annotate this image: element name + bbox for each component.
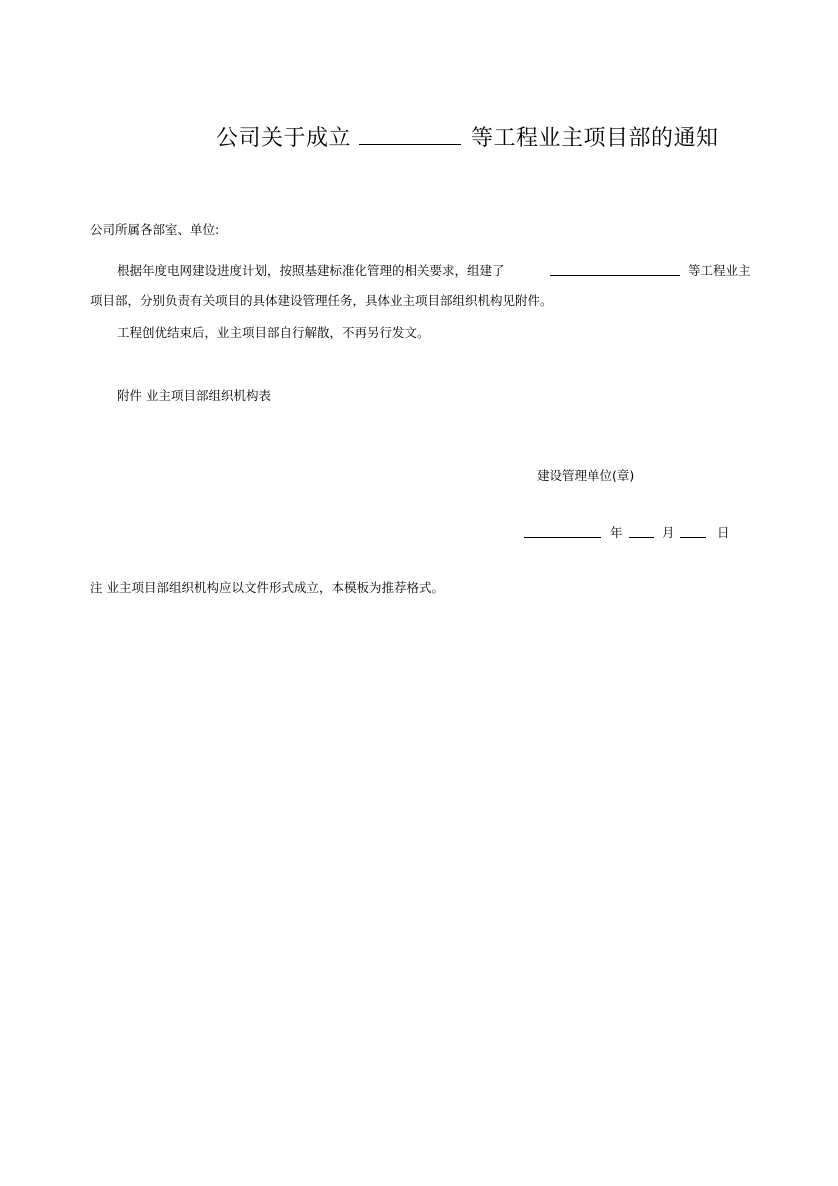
date-day-blank-field[interactable] <box>680 524 706 538</box>
date-day-label: 日 <box>717 525 730 540</box>
title-blank-field[interactable] <box>359 122 461 145</box>
footnote: 注 业主项目部组织机构应以文件形式成立，本模板为推荐格式。 <box>90 580 444 595</box>
date-month-blank-field[interactable] <box>629 524 654 538</box>
document-title <box>216 122 719 154</box>
paragraph-1-line-2: 项目部，分别负责有关项目的具体建设管理任务，具体业主项目部组织机构见附件。 <box>90 293 553 308</box>
paragraph-1-line-1 <box>117 262 505 280</box>
signer-line: 建设管理单位(章) <box>537 468 635 483</box>
paragraph-1-text-b: 等工程业主 <box>688 263 751 278</box>
project-name-blank-field[interactable] <box>550 262 680 276</box>
title-suffix: 等工程业主项目部的通知 <box>471 126 719 151</box>
salutation: 公司所属各部室、单位: <box>90 222 220 237</box>
date-year-label: 年 <box>610 525 623 540</box>
date-year-blank-field[interactable] <box>524 524 601 538</box>
paragraph-1-text-a: 根据年度电网建设进度计划，按照基建标准化管理的相关要求，组建了 <box>117 263 505 278</box>
attachment-line: 附件 业主项目部组织机构表 <box>117 388 271 403</box>
paragraph-2: 工程创优结束后，业主项目部自行解散，不再另行发文。 <box>117 325 430 340</box>
title-prefix: 公司关于成立 <box>216 126 352 151</box>
date-month-label: 月 <box>662 525 675 540</box>
